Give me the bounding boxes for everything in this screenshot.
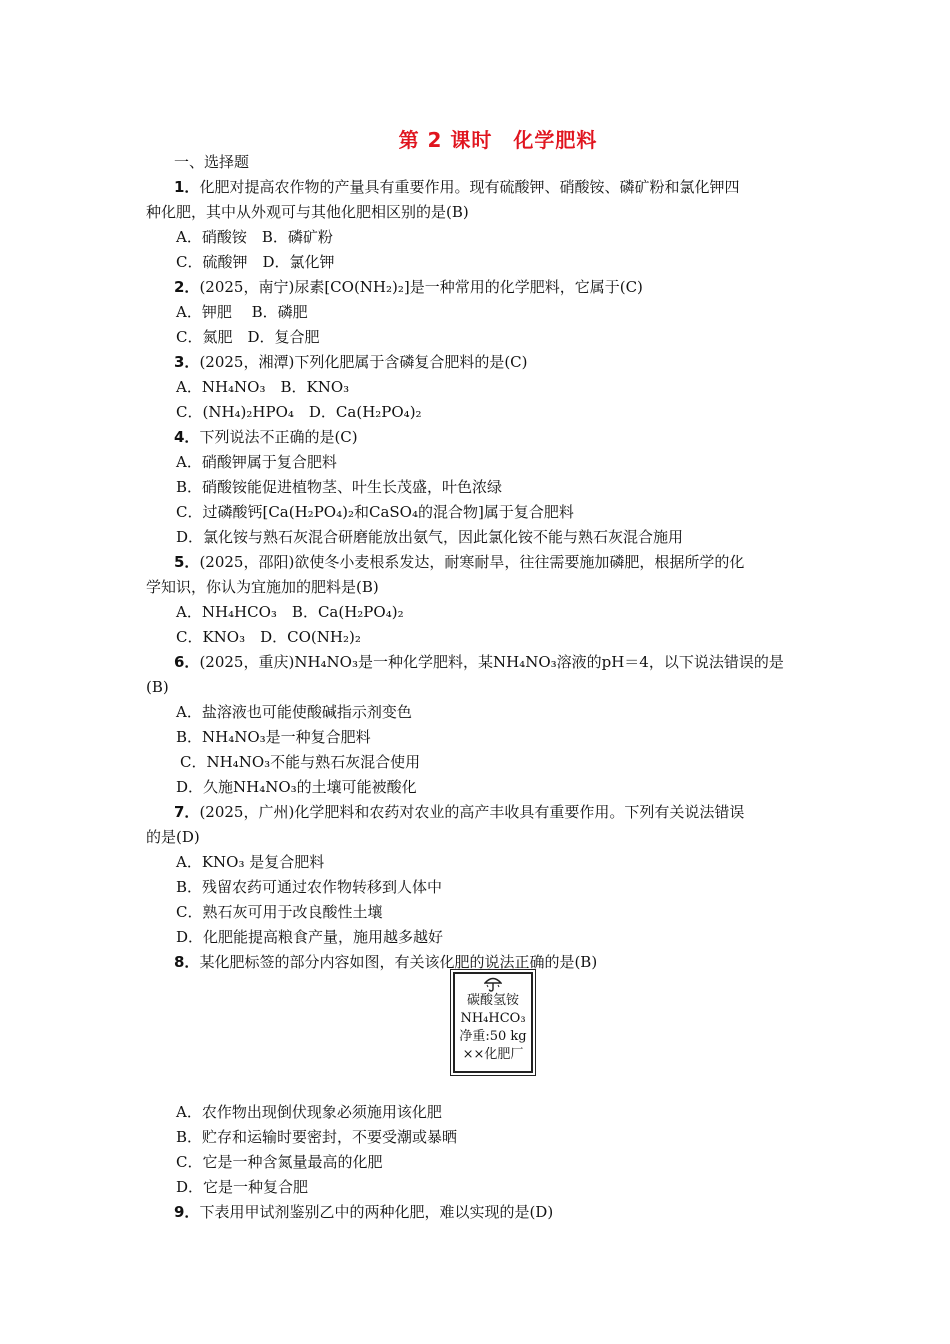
question-6-cont: (B) — [146, 678, 169, 696]
options: A．硝酸铵 B．磷矿粉 — [176, 228, 333, 246]
option-d: D．氯化铵与熟石灰混合研磨能放出氨气，因此氯化铵不能与熟石灰混合施用 — [176, 528, 684, 546]
question-9 — [174, 1202, 553, 1222]
question-text: 化肥对提高农作物的产量具有重要作用。现有硫酸钾、硝酸铵、磷矿粉和氯化钾四 — [199, 178, 740, 196]
question-number: 1． — [174, 178, 200, 196]
options: A．NH₄HCO₃ B．Ca(H₂PO₄)₂ — [176, 603, 404, 621]
option-c: C．熟石灰可用于改良酸性土壤 — [176, 903, 383, 921]
fertilizer-label — [453, 972, 533, 1073]
question-number: 2． — [174, 278, 200, 296]
options: A．钾肥 B．磷肥 — [176, 303, 308, 321]
question-text: 下表用甲试剂鉴别乙中的两种化肥，难以实现的是(D) — [199, 1203, 554, 1221]
question-1 — [174, 177, 739, 197]
question-text: 下列说法不正确的是(C) — [199, 428, 358, 446]
option-b: B．NH₄NO₃是一种复合肥料 — [176, 728, 371, 746]
label-net-weight: 净重:50 kg — [459, 1029, 527, 1044]
option-d: D．它是一种复合肥 — [176, 1178, 309, 1196]
option-b: B．硝酸铵能促进植物茎、叶生长茂盛，叶色浓绿 — [176, 478, 503, 496]
question-7-cont: 的是(D) — [146, 828, 200, 846]
question-number: 3． — [174, 353, 200, 371]
options: C．KNO₃ D．CO(NH₂)₂ — [176, 628, 361, 646]
umbrella-icon — [484, 976, 502, 992]
option-c: C．它是一种含氮量最高的化肥 — [176, 1153, 383, 1171]
option-a: A．硝酸钾属于复合肥料 — [176, 453, 337, 471]
question-6 — [174, 652, 784, 672]
question-5 — [174, 552, 744, 572]
label-manufacturer: ××化肥厂 — [462, 1047, 524, 1062]
question-3 — [174, 352, 528, 372]
option-a: A．盐溶液也可能使酸碱指示剂变色 — [176, 703, 412, 721]
options: C．氮肥 D．复合肥 — [176, 328, 320, 346]
question-8 — [174, 952, 597, 972]
question-text: (2025，湘潭)下列化肥属于含磷复合肥料的是(C) — [199, 353, 528, 371]
question-number: 4． — [174, 428, 200, 446]
option-c: C．过磷酸钙[Ca(H₂PO₄)₂和CaSO₄的混合物]属于复合肥料 — [176, 503, 574, 521]
option-b: B．残留农药可通过农作物转移到人体中 — [176, 878, 443, 896]
question-text: (2025，重庆)NH₄NO₃是一种化学肥料，某NH₄NO₃溶液的pH＝4，以下说法错误的是 — [199, 653, 784, 671]
question-number: 9． — [174, 1203, 200, 1221]
section-heading: 一、选择题 — [174, 153, 250, 171]
option-d: D．久施NH₄NO₃的土壤可能被酸化 — [176, 778, 417, 796]
question-5-cont: 学知识，你认为宜施加的肥料是(B) — [146, 578, 379, 596]
question-2 — [174, 277, 643, 297]
option-a: A．KNO₃ 是复合肥料 — [176, 853, 325, 871]
options: C．(NH₄)₂HPO₄ D．Ca(H₂PO₄)₂ — [176, 403, 422, 421]
question-number: 5． — [174, 553, 200, 571]
option-c: C．NH₄NO₃不能与熟石灰混合使用 — [180, 753, 421, 771]
question-4 — [174, 427, 358, 447]
question-1-cont: 种化肥，其中从外观可与其他化肥相区别的是(B) — [146, 203, 469, 221]
option-a: A．农作物出现倒伏现象必须施用该化肥 — [176, 1103, 442, 1121]
option-b: B．贮存和运输时要密封，不要受潮或暴晒 — [176, 1128, 458, 1146]
label-formula: NH₄HCO₃ — [460, 1011, 526, 1026]
question-number: 8． — [174, 953, 200, 971]
question-number: 7． — [174, 803, 200, 821]
option-d: D．化肥能提高粮食产量，施用越多越好 — [176, 928, 444, 946]
question-text: (2025，邵阳)欲使冬小麦根系发达，耐寒耐旱，往往需要施加磷肥，根据所学的化 — [199, 553, 745, 571]
question-number: 6． — [174, 653, 200, 671]
options: C．硫酸钾 D．氯化钾 — [176, 253, 335, 271]
question-text: 某化肥标签的部分内容如图，有关该化肥的说法正确的是(B) — [199, 953, 598, 971]
options: A．NH₄NO₃ B．KNO₃ — [176, 378, 350, 396]
question-text: (2025，广州)化学肥料和农药对农业的高产丰收具有重要作用。下列有关说法错误 — [199, 803, 745, 821]
label-product-name: 碳酸氢铵 — [466, 993, 519, 1008]
question-7 — [174, 802, 744, 822]
question-text: (2025，南宁)尿素[CO(NH₂)₂]是一种常用的化学肥料，它属于(C) — [199, 278, 643, 296]
page-title: 第 2 课时 化学肥料 — [398, 128, 598, 152]
